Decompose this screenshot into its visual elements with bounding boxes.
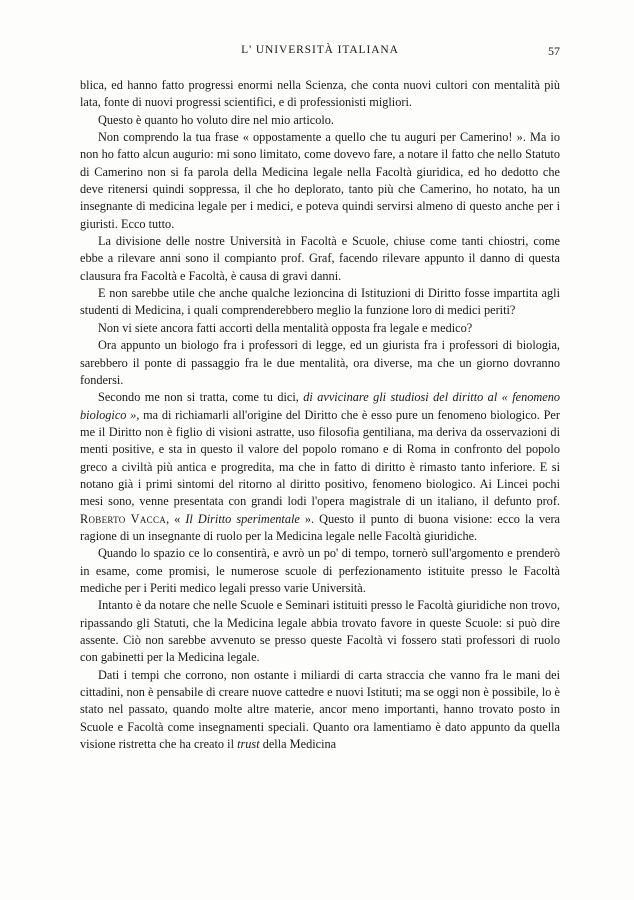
paragraph: E non sarebbe utile che anche qualche lezioncina di Istituzioni di Diritto fosse impartita agli studenti di Medicina, i quali comprenderebbero meglio la funzione loro di medici periti? (80, 286, 560, 318)
article-body (80, 77, 560, 753)
author-name: Roberto Vacca (80, 511, 167, 526)
paragraph-text: , « (166, 511, 186, 526)
page-header (80, 44, 560, 60)
paragraph-text: , ma di richiamarli all'origine del Diritto che è esso pure un fenomeno biologico. Per me il Diritto non è figlio di visioni astratte, uso filosofia gentiliana, ma deriva da osservazioni di menti positive, e sta in questo il valore del popolo romano e di Roma in confronto del popolo greco a civiltà più antica e progredita, ma che in fatto di diritto è rimasto tanto inferiore. E si notano già i primi sintomi del ritorno al diritto positivo, fenomeno biologico. Ai Lincei pochi mesi sono, venne presentata con grandi lodi l'opera magistrale di un italiano, il defunto prof. (80, 407, 560, 509)
paragraph (80, 389, 560, 545)
paragraph: Questo è quanto ho voluto dire nel mio articolo. (98, 112, 334, 127)
paragraph: Non comprendo la tua frase « oppostamente a quello che tu auguri per Camerino! ». Ma io non ho fatto alcun augurio: mi sono limitato, come dovevo fare, a notare il fatto che nello Statuto di Camerino non si fa parola della Medicina legale nella Facoltà giuridica, ed ho dedotto che deve ritenersi quindi soppressa, il che ho deplorato, tanto più che Camerino, ho notato, ha un insegnante di medicina legale per i medici, e poteva quindi servirsi almeno di questo anche per i giuristi. Ecco tutto. (80, 130, 560, 231)
paragraph (80, 667, 560, 754)
paragraph-text: della Medicina (259, 737, 337, 752)
paragraph-text: Secondo me non si tratta, come tu dici, (98, 390, 304, 405)
paragraph: Non vi siete ancora fatti accorti della mentalità opposta fra legale e medico? (98, 320, 473, 335)
book-title: Il Diritto sperimentale (185, 511, 300, 526)
paragraph: La divisione delle nostre Università in Facoltà e Scuole, chiuse come tanti chiostri, come ebbe a rilevare anni sono il compianto prof. Graf, facendo rilevare appunto il danno di questa clausura fra Facoltà e Facoltà, è causa di gravi danni. (80, 234, 560, 283)
paragraph-text: ». Questo il punto di buona visione: ecco la vera ragione di un insegnante di ruolo per la Medicina legale nelle Facoltà giuridiche. (80, 511, 560, 543)
italic-word: trust (237, 737, 260, 752)
paragraph: Ora appunto un biologo fra i professori di legge, ed un giurista fra i professori di biologia, sarebbero il ponte di passaggio fra le due mentalità, ora diverse, ma che un giorno dovranno fondersi. (80, 338, 560, 387)
page-number: 57 (548, 44, 560, 58)
running-title: L' UNIVERSITÀ ITALIANA (241, 44, 399, 56)
paragraph: Quando lo spazio ce lo consentirà, e avrò un po' di tempo, tornerò sull'argomento e prenderò in esame, come promisi, le numerose scuole di perfezionamento istituite presso le Facoltà mediche per i Periti medico legali presso varie Università. (80, 546, 560, 595)
paragraph: Intanto è da notare che nelle Scuole e Seminari istituiti presso le Facoltà giuridiche non trovo, ripassando gli Statuti, che la Medicina legale abbia trovato favore in queste Scuole: si può dire assente. Ciò non sarebbe avvenuto se presso queste Facoltà vi fossero stati professori di ruolo con gabinetti per la Medicina legale. (80, 598, 560, 665)
paragraph-text: Dati i tempi che corrono, non ostante i miliardi di carta straccia che vanno fra le mani dei cittadini, non è pensabile di creare nuove cattedre e nuovi Istituti; ma se oggi non è possibile, lo è stato nel passato, quando molte altre materie, ancor meno importanti, hanno trovato posto in Scuole e Facoltà come insegnamenti speciali. Quanto ora lamentiamo è dato appunto da quella visione ristretta che ha creato il (80, 667, 560, 752)
italic-phrase: di avvicinare gli studiosi del diritto al « fenomeno biologico » (80, 390, 561, 422)
paragraph: blica, ed hanno fatto progressi enormi nella Scienza, che conta nuovi cultori con mentalità più lata, fonte di nuovi progressi scientifici, e di professionisti migliori. (80, 78, 560, 110)
